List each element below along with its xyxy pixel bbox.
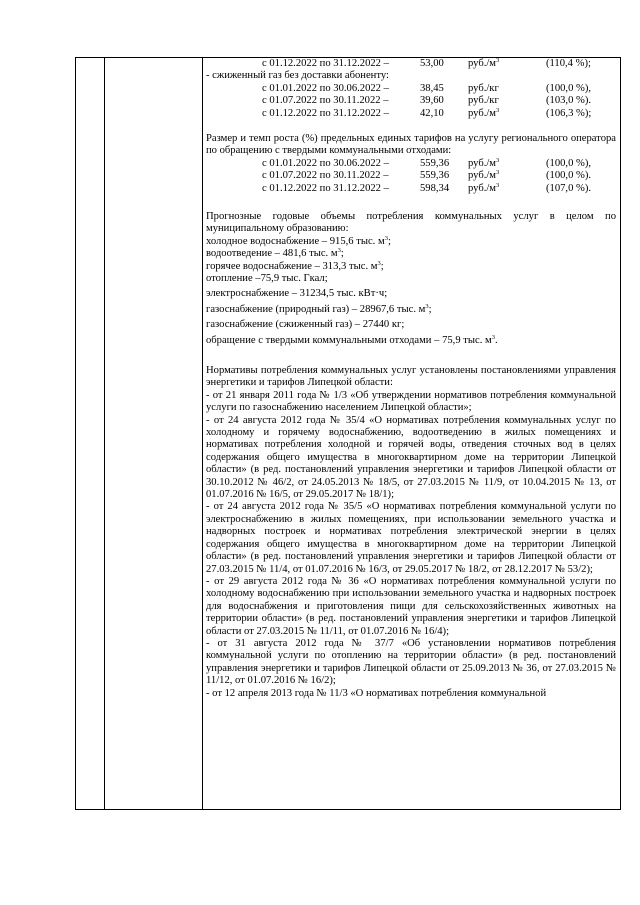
volume-sup: 3 [377,259,381,267]
volume-item [206,273,616,285]
tariff-unit: руб./кг [468,95,499,107]
tariff-row [206,95,616,107]
tariff-period: с 01.01.2022 по 30.06.2022 – [262,157,389,169]
tariff-percent: (100,0 %), [546,82,592,94]
volume-text: водоотведение – 481,6 тыс. м [206,248,338,260]
tariff-value: 53,00 [420,58,444,69]
tariff-row [206,183,616,195]
tariff-value: 38,45 [420,82,444,94]
tariff-percent: (106,3 %); [546,107,592,119]
tariff-unit [468,58,499,70]
norm-item: - от 24 августа 2012 года № 35/5 «О нормативах потребления коммунальной услуги по электроснабжению в жилых помещениях, при использовании земельного участка и надворных построек и нормативах потребления электрической энергии в целях содержания общего имущества в многоквартирном доме на территории Липецкой области» (в ред. постановлений управления энергетики и тарифов Липецкой области от 27.03.2015 № 11/4, от 01.07.2016 № 16/3, от 29.05.2017 № 18/2, от 28.12.2017 № 53/2); [206,501,616,575]
tariff-row [206,58,616,70]
tariff-percent: (110,4 %); [546,58,591,69]
volume-item [206,288,616,300]
tariff-unit [468,158,499,170]
volume-text: электроснабжение – 31234,5 тыс. кВт·ч; [206,288,388,300]
tariff-unit [468,170,499,182]
waste-tariff-intro: Размер и темп роста (%) предельных единых тарифов на услугу регионального оператора по обращению с твердыми коммунальными отходами: [206,132,616,157]
volume-tail: ; [428,303,432,315]
tariff-unit [468,183,499,195]
volume-text: горячее водоснабжение – 313,3 тыс. м [206,260,378,272]
liquefied-gas-heading: - сжиженный газ без доставки абоненту: [206,70,389,82]
volume-sup: 3 [384,234,388,242]
tariff-value: 42,10 [420,107,444,119]
tariff-row [206,108,616,120]
unit-sup: 3 [496,106,500,114]
norm-item: - от 31 августа 2012 года № 37/7 «Об установлении нормативов потребления коммунальной услуги по отоплению на территории области» (в ред. постановлений управления энергетики и тарифов Липецкой области от 25.09.2013 № 36, от 27.03.2015 № 11/12, от 01.07.2016 № 16/2); [206,637,616,687]
tariff-percent: (100,0 %), [546,157,592,169]
volume-item [206,261,616,273]
tariff-period: с 01.12.2022 по 31.12.2022 – [262,58,389,69]
tariff-row [206,158,616,170]
tariff-value: 39,60 [420,95,444,107]
tariff-period: с 01.07.2022 по 30.11.2022 – [262,170,389,182]
tariff-row [206,83,616,95]
unit-text: руб./м [468,107,496,119]
tariff-period: с 01.01.2022 по 30.06.2022 – [262,82,389,94]
column-divider [202,58,203,809]
tariff-percent: (103,0 %). [546,95,592,107]
norms-intro: Нормативы потребления коммунальных услуг установлены постановлениями управления энергетики и тарифов Липецкой области: [206,365,616,389]
volume-sup: 3 [337,247,341,255]
tariff-value: 598,34 [420,182,450,194]
tariff-value: 559,36 [420,157,450,169]
volume-text: холодное водоснабжение – 915,6 тыс. м [206,235,385,247]
volumes-intro: Прогнозные годовые объемы потребления коммунальных услуг в целом по муниципальному образованию: [206,210,616,235]
volume-text: отопление –75,9 тыс. Гкал; [206,272,328,284]
volume-item [206,304,616,316]
volume-tail: ; [380,260,384,272]
unit-text: руб./м [468,182,496,194]
tariff-unit [468,108,499,120]
volume-sup: 3 [491,333,495,341]
unit-text: руб./м [468,58,496,69]
volume-item [206,236,616,248]
tariff-percent: (107,0 %). [546,182,592,194]
tariff-period: с 01.07.2022 по 30.11.2022 – [262,95,389,107]
unit-sup: 3 [496,181,500,189]
column-divider [104,58,105,809]
tariff-period: с 01.12.2022 по 31.12.2022 – [262,182,389,194]
unit-sup: 3 [496,156,500,164]
volume-text: газоснабжение (сжиженный газ) – 27440 кг; [206,319,405,331]
norm-item: - от 12 апреля 2013 года № 11/3 «О нормативах потребления коммунальной [206,687,547,699]
table-cell-content [206,58,616,700]
tariff-value: 559,36 [420,170,450,182]
volume-item [206,248,616,260]
volume-tail: ; [340,248,344,260]
norm-item: - от 21 января 2011 года № 1/3 «Об утверждении нормативов потребления коммунальной услуги по газоснабжению населением Липецкой области»; [206,389,616,414]
tariff-row [206,170,616,182]
tariff-period: с 01.12.2022 по 31.12.2022 – [262,107,389,119]
unit-sup: 3 [496,57,500,64]
volume-sup: 3 [425,302,429,310]
volume-item [206,319,616,331]
unit-text: руб./м [468,170,496,182]
norm-item: - от 29 августа 2012 года № 36 «О нормативах потребления коммунальной услуги по холодному водоснабжению при использовании земельного участка и надворных построек для водоснабжения и приготовления пищи для сельскохозяйственных животных на территории области» (в ред. постановлений управления энергетики и тарифов Липецкой области от 27.03.2015 № 11/11, от 01.07.2016 № 16/4); [206,575,616,637]
norm-item: - от 24 августа 2012 года № 35/4 «О нормативах потребления коммунальных услуг по холодному и горячему водоснабжению, водоотведению в жилых помещениях и нормативах потребления холодной и горячей воды, отведения сточных вод в целях содержания общего имущества в многоквартирном доме на территории Липецкой области» (в ред. постановлений управления энергетики и тарифов Липецкой области от 30.10.2012 № 46/2, от 24.05.2013 № 18/5, от 27.03.2015 № 11/9, от 10.04.2015 № 13, от 01.07.2016 № 16/5, от 29.05.2017 № 18/1); [206,414,616,501]
volume-item [206,335,616,347]
volume-text: обращение с твердыми коммунальными отходами – 75,9 тыс. м [206,334,492,346]
volume-text: газоснабжение (природный газ) – 28967,6 тыс. м [206,303,426,315]
tariff-percent: (100,0 %). [546,170,592,182]
volume-tail: ; [387,235,391,247]
tariff-unit: руб./кг [468,82,499,94]
volume-tail: . [494,334,498,346]
unit-sup: 3 [496,169,500,177]
unit-text: руб./м [468,157,496,169]
document-table [75,57,621,810]
